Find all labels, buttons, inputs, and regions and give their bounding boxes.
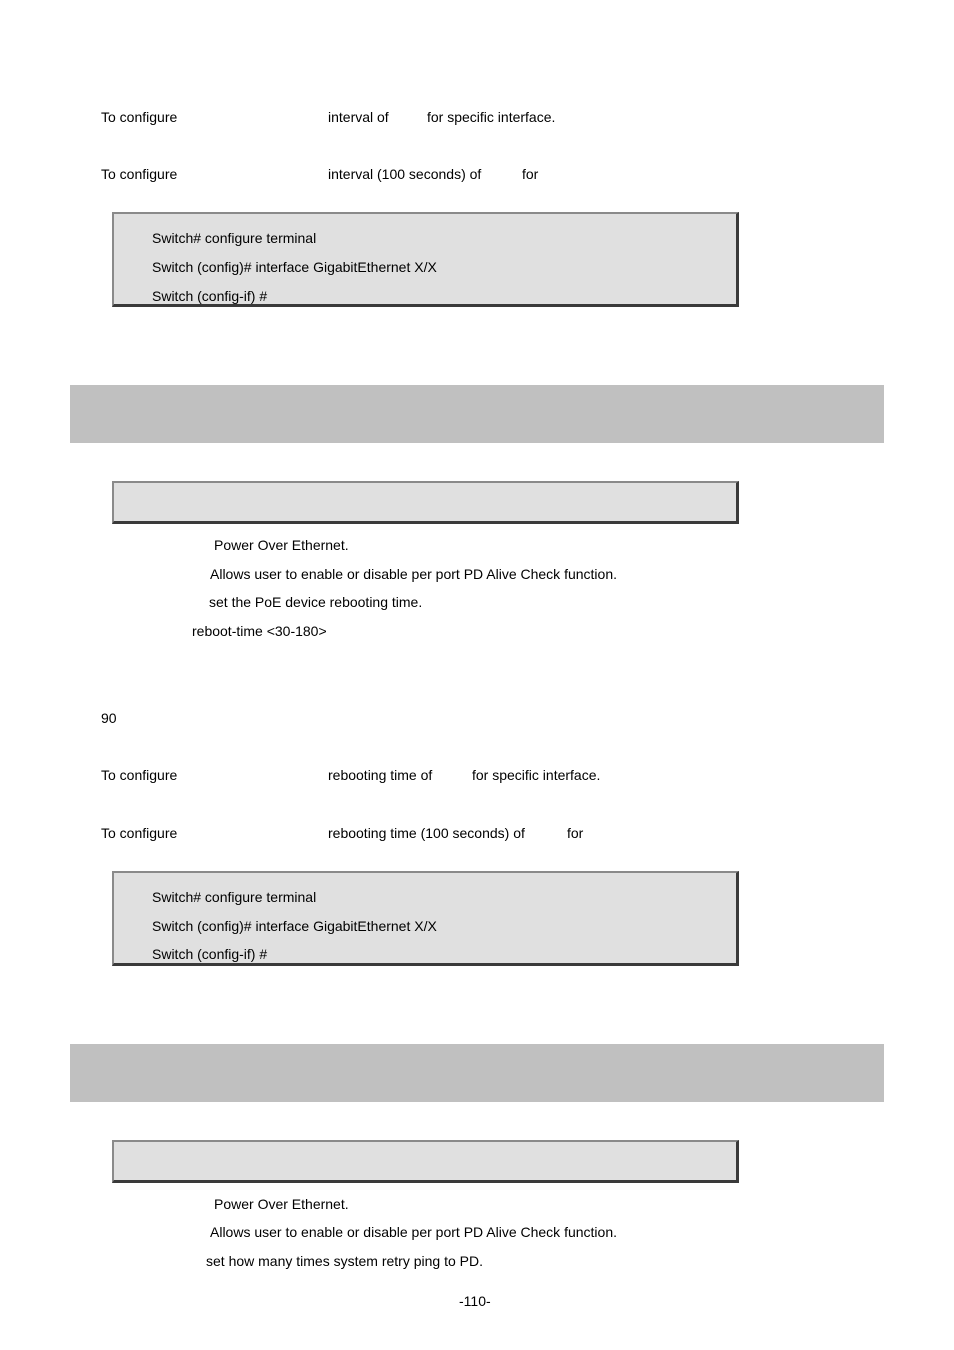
- code-line: Switch# configure terminal: [152, 230, 317, 246]
- code-line: Switch# configure terminal: [152, 889, 317, 905]
- code-line: Switch (config)# interface GigabitEthernet X/X: [152, 918, 437, 934]
- description-text: Power Over Ethernet.: [214, 1196, 349, 1212]
- command-syntax-box: [112, 481, 739, 524]
- code-line: Switch (config-if) #: [152, 288, 268, 304]
- description-text: Power Over Ethernet.: [214, 537, 349, 553]
- code-line: Switch (config)# interface GigabitEthernet X/X: [152, 259, 437, 275]
- description-text: Allows user to enable or disable per port PD Alive Check function.: [210, 566, 617, 582]
- example-text: interval of: [328, 109, 389, 125]
- example-text: interval (100 seconds) of: [328, 166, 482, 182]
- example-text: To configure: [101, 825, 178, 841]
- code-line: Switch (config-if) #: [152, 946, 268, 962]
- example-text: for: [567, 825, 584, 841]
- code-example-box: [112, 871, 739, 966]
- example-text: for specific interface.: [427, 109, 556, 125]
- default-value: 90: [101, 710, 117, 726]
- parameter-text: reboot-time <30-180>: [192, 623, 327, 639]
- example-text: To configure: [101, 166, 178, 182]
- example-text: To configure: [101, 109, 178, 125]
- code-example-box: [112, 212, 739, 307]
- description-text: Allows user to enable or disable per port PD Alive Check function.: [210, 1224, 617, 1240]
- example-text: for: [522, 166, 539, 182]
- page-number: -110-: [459, 1293, 491, 1309]
- section-heading-band: [70, 1044, 884, 1102]
- description-text: set the PoE device rebooting time.: [209, 594, 423, 610]
- section-heading-band: [70, 385, 884, 443]
- example-text: rebooting time of: [328, 767, 433, 783]
- example-text: for specific interface.: [472, 767, 601, 783]
- example-text: To configure: [101, 767, 178, 783]
- command-syntax-box: [112, 1140, 739, 1183]
- description-text: set how many times system retry ping to PD.: [206, 1253, 483, 1269]
- example-text: rebooting time (100 seconds) of: [328, 825, 525, 841]
